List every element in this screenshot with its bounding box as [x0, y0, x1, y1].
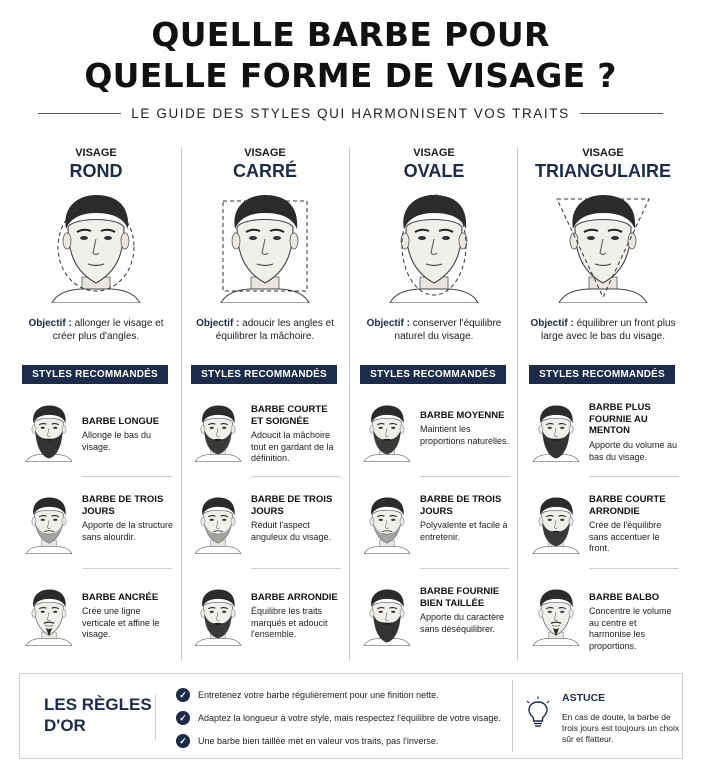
beard-portrait [360, 578, 414, 654]
rule-text: Entretenez votre barbe régulièrement pour une finition nette. [198, 690, 439, 700]
beard-portrait [22, 486, 76, 562]
beard-portrait [22, 394, 76, 470]
style-desc: Concentre le volume au centre et harmonise les proportions. [589, 606, 672, 651]
face-kicker: VISAGE [582, 147, 624, 159]
style-item [191, 390, 341, 476]
style-name: BARBE PLUS FOURNIE AU MENTON [589, 402, 651, 436]
face-shape-name: OVALE [403, 161, 465, 181]
styles-banner: STYLES RECOMMANDÉS [22, 365, 168, 384]
style-separator [420, 568, 510, 569]
objective: Objectif : adoucir les angles et équilibrer la mâchoire. [196, 318, 334, 342]
beard-portrait [22, 578, 76, 654]
style-item [22, 482, 172, 568]
face-column-square [181, 145, 349, 663]
subtitle: LE GUIDE DES STYLES QUI HARMONISENT VOS TRAITS [131, 105, 570, 121]
rule-item [176, 687, 439, 703]
tip-divider [512, 680, 513, 752]
style-name: BARBE BALBO [589, 592, 660, 603]
style-separator [82, 568, 172, 569]
style-separator [420, 476, 510, 477]
style-item [529, 390, 679, 476]
style-separator [82, 476, 172, 477]
rules-divider [155, 694, 156, 740]
face-column-oval [350, 145, 518, 663]
face-kicker: VISAGE [75, 147, 117, 159]
tip-text: En cas de doute, la barbe de trois jours est toujours un choix sûr et flatteur. [562, 712, 680, 744]
page-title [0, 14, 701, 96]
square-face-portrait [213, 189, 317, 303]
face-shape-name: ROND [69, 161, 123, 181]
style-desc: Adoucit la mâchoire tout en gardant de la définition. [251, 430, 334, 463]
oval-face-portrait [382, 189, 486, 303]
style-separator [589, 568, 679, 569]
style-item [360, 574, 510, 660]
rule-item [176, 710, 501, 726]
styles-banner: STYLES RECOMMANDÉS [191, 365, 337, 384]
style-desc: Crée une ligne verticale et affine le visage. [82, 606, 160, 639]
style-name: BARBE COURTE ARRONDIE [589, 494, 666, 517]
style-separator [251, 568, 341, 569]
style-desc: Polyvalente et facile à entretenir. [420, 520, 508, 542]
style-desc: Maintient les proportions naturelles. [420, 424, 510, 446]
beard-portrait [191, 486, 245, 562]
lightbulb-icon [525, 696, 551, 728]
style-name: BARBE DE TROIS JOURS [82, 494, 164, 517]
style-separator [251, 476, 341, 477]
style-item [360, 482, 510, 568]
beard-portrait [529, 578, 583, 654]
title-line-2: QUELLE FORME DE VISAGE ? [84, 56, 617, 95]
style-name: BARBE COURTE ET SOIGNÉE [251, 404, 328, 427]
style-separator [589, 476, 679, 477]
rule-item [176, 733, 438, 749]
style-name: BARBE DE TROIS JOURS [420, 494, 502, 517]
subtitle-rule-right [580, 113, 663, 114]
style-name: BARBE ARRONDIE [251, 592, 338, 603]
check-circle-icon: ✓ [176, 688, 190, 702]
rule-text: Adaptez la longueur à votre style, mais respectez l'équilibre de votre visage. [198, 713, 501, 723]
face-column-triangular [519, 145, 687, 663]
subtitle-row [38, 104, 663, 122]
round-face-portrait [44, 189, 148, 303]
face-shape-name: CARRÉ [232, 161, 297, 181]
tip-title: ASTUCE [562, 692, 606, 704]
style-name: BARBE LONGUE [82, 416, 160, 427]
style-desc: Apporte du volume au bas du visage. [589, 440, 678, 462]
face-shape-name: TRIANGULAIRE [535, 161, 671, 181]
style-item [360, 390, 510, 476]
style-item [529, 574, 679, 660]
style-name: BARBE MOYENNE [420, 410, 505, 421]
beard-portrait [529, 394, 583, 470]
check-circle-icon: ✓ [176, 734, 190, 748]
beard-portrait [529, 486, 583, 562]
style-item [191, 482, 341, 568]
style-desc: Crée de l'équilibre sans accentuer le front. [589, 520, 662, 553]
style-item [191, 574, 341, 660]
styles-banner: STYLES RECOMMANDÉS [360, 365, 506, 384]
style-desc: Réduit l'aspect anguleux du visage. [251, 520, 332, 542]
style-name: BARBE DE TROIS JOURS [251, 494, 333, 517]
style-item [22, 390, 172, 476]
golden-rules-box [19, 673, 683, 759]
rule-text: Une barbe bien taillée met en valeur vos traits, pas l'inverse. [198, 736, 439, 746]
golden-rules-title: LES RÈGLES D'OR [44, 695, 152, 735]
face-kicker: VISAGE [244, 147, 286, 159]
face-kicker: VISAGE [413, 147, 455, 159]
subtitle-rule-left [38, 113, 121, 114]
style-desc: Allonge le bas du visage. [82, 430, 152, 452]
check-circle-icon: ✓ [176, 711, 190, 725]
beard-portrait [191, 394, 245, 470]
style-name: BARBE ANCRÉE [82, 592, 159, 603]
style-desc: Équilibre les traits marqués et adoucit l'ensemble. [251, 606, 328, 639]
objective: Objectif : conserver l'équilibre naturel du visage. [366, 318, 502, 342]
style-desc: Apporte du caractère sans déséquilibrer. [420, 612, 505, 634]
objective: Objectif : allonger le visage et créer plus d'angles. [28, 318, 164, 342]
styles-banner: STYLES RECOMMANDÉS [529, 365, 675, 384]
title-line-1: QUELLE BARBE POUR [151, 15, 550, 54]
beard-portrait [360, 394, 414, 470]
beard-portrait [191, 578, 245, 654]
beard-portrait [360, 486, 414, 562]
objective: Objectif : équilibrer un front plus large avec le bas du visage. [530, 318, 676, 342]
style-desc: Apporte de la structure sans alourdir. [82, 520, 174, 542]
style-item [529, 482, 679, 568]
style-name: BARBE FOURNIE BIEN TAILLÉE [420, 586, 500, 609]
face-column-round [12, 145, 180, 663]
style-item [22, 574, 172, 660]
triangular-face-portrait [551, 189, 655, 303]
